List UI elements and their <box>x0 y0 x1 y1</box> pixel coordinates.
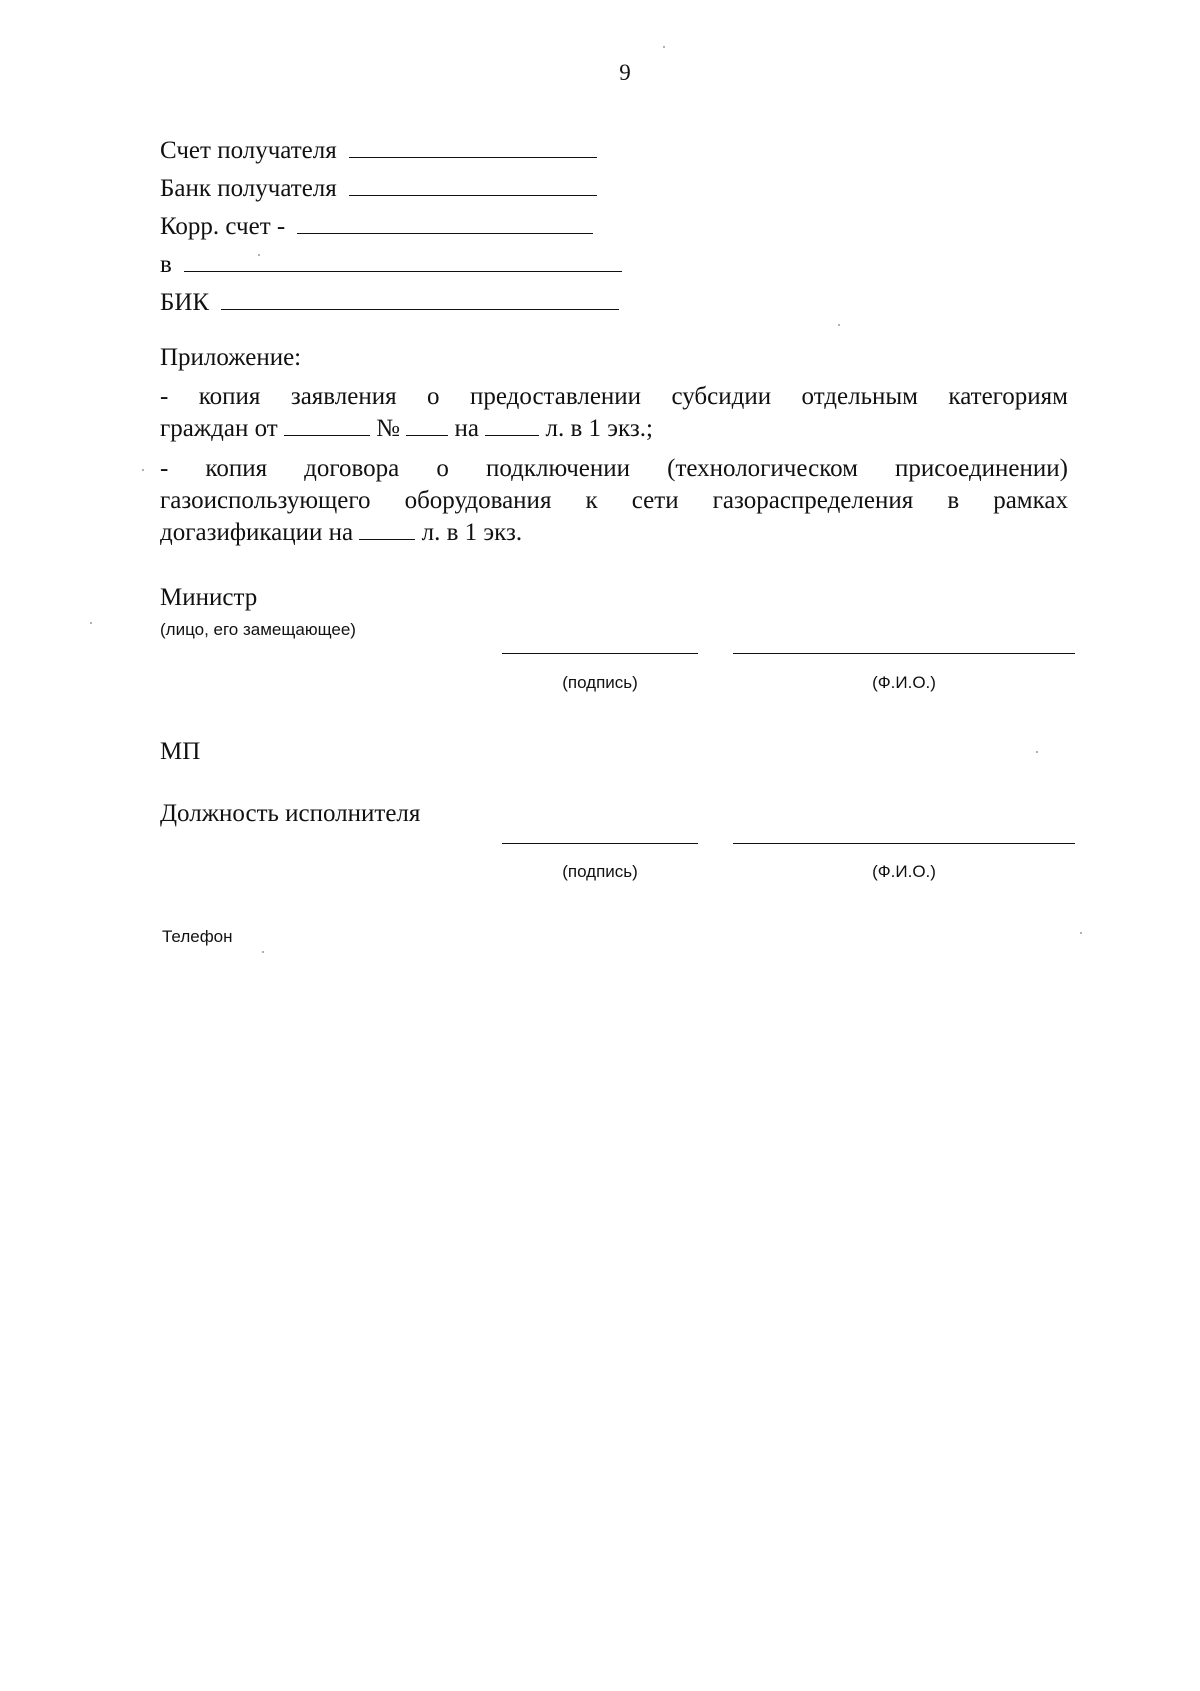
attachment-item-2-line-3 <box>160 517 1068 549</box>
recipient-account-label: Счет получателя <box>160 137 337 164</box>
scan-speck <box>258 254 260 256</box>
phone-label: Телефон <box>162 927 233 946</box>
scan-speck <box>1080 932 1082 934</box>
executor-signature-caption: (подпись) <box>562 862 638 881</box>
attachment-item-1-line-2 <box>160 413 1068 445</box>
minister-signature-line <box>502 653 698 654</box>
attachment-item-2-copies: л. в 1 экз. <box>421 519 523 546</box>
correspondent-account-field <box>160 209 593 242</box>
executor-signature-line <box>502 843 698 844</box>
scan-speck <box>663 46 665 48</box>
attachment-item-2-line-2: газоиспользующего оборудования к сети газораспределения в рамках <box>160 487 1068 514</box>
scan-speck <box>1036 751 1038 753</box>
pages-blank-2 <box>359 517 415 540</box>
attachment-item-2-label: догазификации на <box>160 519 354 546</box>
correspondent-bank-blank <box>184 247 622 272</box>
scan-speck <box>262 951 264 953</box>
bik-blank <box>221 285 619 310</box>
recipient-bank-field <box>160 171 597 204</box>
scan-speck <box>838 324 840 326</box>
correspondent-account-blank <box>297 209 593 234</box>
bik-field <box>160 285 619 318</box>
minister-name-caption: (Ф.И.О.) <box>872 673 936 692</box>
attachment-item-1-line-1: - копия заявления о предоставлении субсидии отдельным категориям <box>160 383 1068 410</box>
recipient-account-blank <box>349 133 597 158</box>
recipient-bank-label: Банк получателя <box>160 175 337 202</box>
attachment-item-1 <box>160 381 1068 445</box>
attachment-item-1-on-label: на <box>454 415 480 442</box>
attachment-item-1-copies: л. в 1 экз.; <box>545 415 653 442</box>
executor-title: Должность исполнителя <box>160 800 421 827</box>
minister-name-line <box>733 653 1075 654</box>
correspondent-bank-label: в <box>160 251 172 278</box>
number-sign: № <box>376 415 401 442</box>
number-blank <box>406 413 448 436</box>
scan-speck <box>142 469 144 471</box>
page-number: 9 <box>619 60 631 85</box>
attachment-item-1-from-label: граждан от <box>160 415 278 442</box>
pages-blank-1 <box>485 413 539 436</box>
correspondent-account-label: Корр. счет - <box>160 213 286 240</box>
minister-title: Министр <box>160 584 258 611</box>
executor-name-line <box>733 843 1075 844</box>
attachment-item-2-line-1: - копия договора о подключении (технологическом присоединении) <box>160 455 1068 482</box>
executor-name-caption: (Ф.И.О.) <box>872 862 936 881</box>
correspondent-bank-field <box>160 247 622 280</box>
minister-signature-caption: (подпись) <box>562 673 638 692</box>
bik-label: БИК <box>160 289 210 316</box>
minister-subtitle: (лицо, его замещающее) <box>160 620 356 639</box>
date-blank <box>284 413 370 436</box>
attachments-title: Приложение: <box>160 344 302 371</box>
recipient-bank-blank <box>349 171 597 196</box>
recipient-account-field <box>160 133 597 166</box>
stamp-place-label: МП <box>160 738 201 765</box>
attachment-item-2 <box>160 453 1068 549</box>
scan-speck <box>90 622 92 624</box>
